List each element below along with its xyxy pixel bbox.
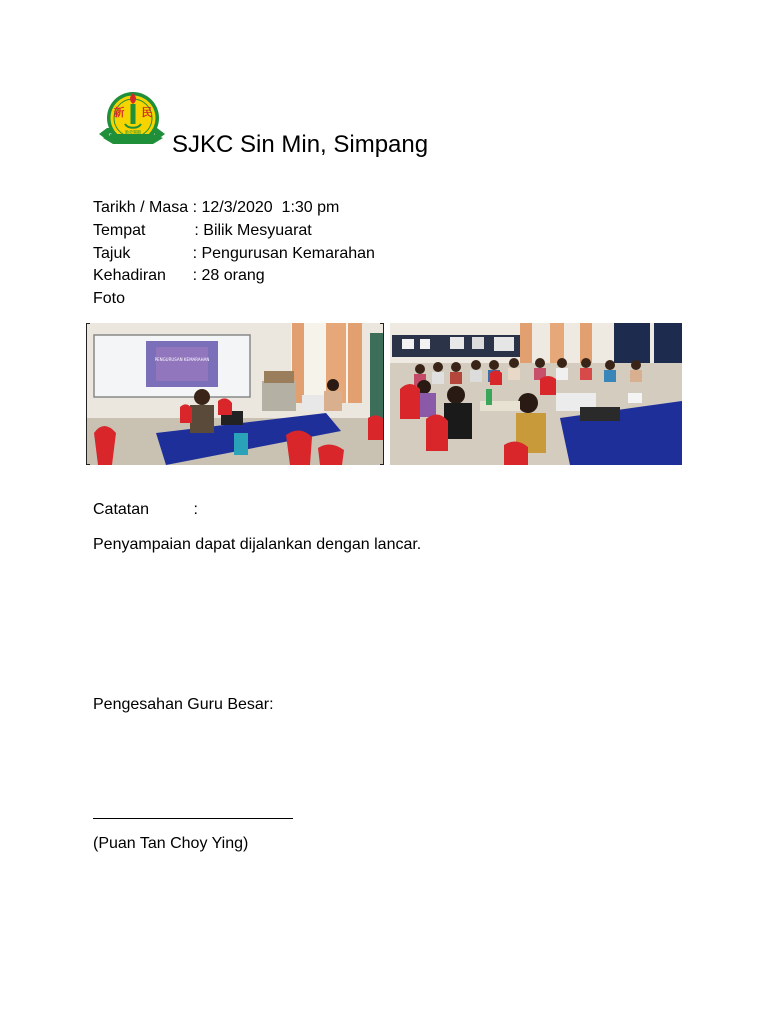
photo-audience [390,323,682,465]
photo-frame-right [380,323,384,465]
field-tajuk [93,243,375,265]
logo-char-right: 民 [141,106,153,119]
catatan-row [93,499,198,521]
catatan-label: Catatan [93,501,150,518]
field-separator: : [165,267,202,284]
field-separator: : [130,245,202,262]
field-value: 12/3/2020 1:30 pm [201,199,340,216]
field-value: Bilik Mesyuarat [203,222,312,239]
signature-line [93,818,293,819]
field-tempat [93,220,312,242]
catatan-text: Penyampaian dapat dijalankan dengan lancar. [93,536,422,553]
field-foto [93,288,125,310]
field-label: Tajuk [93,245,131,262]
slide-title: PENGURUSAN KEMARAHAN [154,357,210,362]
field-label: Foto [93,290,126,307]
field-separator: : [188,199,202,216]
school-name: SJKC Sin Min, Simpang [172,131,429,158]
field-value: 28 orang [201,267,265,284]
field-value: Pengurusan Kemarahan [201,245,375,262]
photo-presenter [86,323,384,465]
signatory-name: (Puan Tan Choy Ying) [93,835,249,852]
field-separator: : [145,222,204,239]
field-tarikh-masa [93,197,339,219]
school-logo [97,88,167,154]
logo-char-left: 新 [113,106,125,119]
catatan-separator: : [149,501,198,518]
logo-motto: 勤勞樂觀 [125,129,141,135]
field-kehadiran [93,265,265,287]
field-label: Tarikh / Masa [93,199,189,216]
field-label: Kehadiran [93,267,166,284]
approval-label: Pengesahan Guru Besar: [93,696,274,713]
field-label: Tempat [93,222,146,239]
photo-frame-left [86,323,90,465]
